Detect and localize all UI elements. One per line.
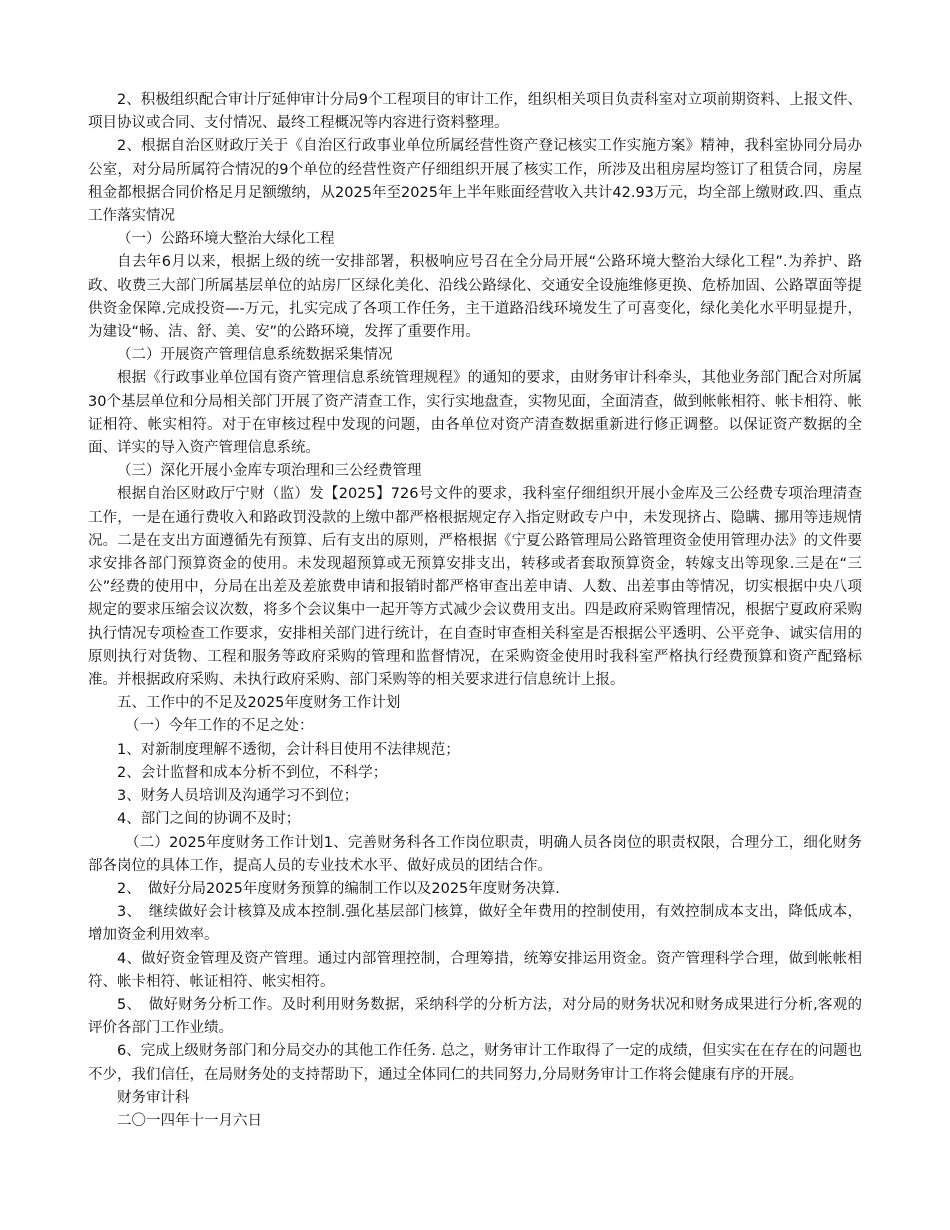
paragraph-audit-extension: 2、积极组织配合审计厅延伸审计分局9个工程项目的审计工作，组织相关项目负责科室对立项前期资料、上报文件、项目协议或合同、支付情况、最终工程概况等内容进行资料整理。 [88, 92, 862, 132]
paragraph-plan-6-summary: 6、完成上级财务部门和分局交办的其他工作任务. 总之，财务审计工作取得了一定的成绩，但实实在在存在的问题也不少，我们信任，在局财务处的支持帮助下，通过全体同仁的共同努力,分局财务审计工作将会健康有序的开展。 [88, 1043, 862, 1083]
list-item-shortcoming-3: 3、财务人员培训及沟通学习不到位； [117, 788, 359, 805]
heading-asset-system: （二）开展资产管理信息系统数据采集情况 [117, 347, 393, 364]
signature-date: 二〇一四年十一月六日 [117, 1112, 262, 1129]
paragraph-small-treasury: 根据自治区财政厅宁财（监）发【2025】726号文件的要求，我科室仔细组织开展小金库及三公经费专项治理清查工作，一是在通行费收入和路政罚没款的上缴中都严格根据规定存入指定财政专户中，未发现挤占、隐瞒、挪用等违规情况。二是在支出方面遵循先有预算、后有支出的原则，严格根据《宁夏公路管理局公路管理资金使用管理办法》的文件要求安排各部门预算资金的使用。未发现超预算或无预算安排支出，转移或者套取预算资金，转嫁支出等现象.三是在“三公”经费的使用中，分局在出差及差旅费申请和报销时都严格审查出差申请、人数、出差事由等情况，切实根据中央八项规定的要求压缩会议次数，将多个会议集中一起开等方式减少会议费用支出。四是政府采购管理情况，根据宁夏政府采购执行情况专项检查工作要求，安排相关部门进行统计，在自查时审查相关科室是否根据公平透明、公平竞争、诚实信用的原则执行对货物、工程和服务等政府采购的管理和监督情况，在采购资金使用时我科室严格执行经费预算和资产配臵标准。并根据政府采购、未执行政府采购、部门采购等的相关要求进行信息统计上报。 [88, 486, 862, 689]
heading-shortcomings-plan: 五、工作中的不足及2025年度财务工作计划 [117, 695, 401, 712]
paragraph-plan-3: 3、 继续做好会计核算及成本控制.强化基层部门核算，做好全年费用的控制使用，有效控制成本支出，降低成本，增加资金利用效率。 [88, 904, 862, 944]
list-item-shortcoming-2: 2、会计监督和成本分析不到位，不科学； [117, 764, 388, 781]
heading-road-environment: （一）公路环境大整治大绿化工程 [117, 231, 335, 248]
paragraph-asset-verification: 2、根据自治区财政厅关于《自治区行政事业单位所属经营性资产登记核实工作实施方案》精神，我科室协同分局办公室，对分局所属符合情况的9个单位的经营性资产仔细组织开展了核实工作，所涉及出租房屋均签订了租赁合同，房屋租金都根据合同价格足月足额缴纳，从2025年至2025年上半年账面经营收入共计42.93万元，均全部上缴财政.四、重点工作落实情况 [88, 138, 862, 225]
signature-department: 财务审计科 [117, 1089, 190, 1106]
paragraph-plan-1: （二）2025年度财务工作计划1、完善财务科各工作岗位职责，明确人员各岗位的职责权限，合理分工，细化财务部各岗位的具体工作，提高人员的专业技术水平、做好成员的团结合作。 [88, 834, 862, 874]
paragraph-plan-5: 5、 做好财务分析工作。及时利用财务数据，采纳科学的分析方法，对分局的财务状况和财务成果进行分析,客观的评价各部门工作业绩。 [88, 996, 862, 1037]
document-body [88, 89, 862, 1133]
list-item-shortcoming-4: 4、部门之间的协调不及时； [117, 811, 301, 828]
heading-small-treasury: （三）深化开展小金库专项治理和三公经费管理 [117, 463, 422, 480]
paragraph-road-environment: 自去年6月以来，根据上级的统一安排部署，积极响应号召在全分局开展“公路环境大整治大绿化工程”.为养护、路政、收费三大部门所属基层单位的站房厂区绿化美化、沿线公路绿化、交通安全设施维修更换、危桥加固、公路罩面等提供资金保障.完成投资—-万元，扎实完成了各项工作任务，主干道路沿线环境发生了可喜变化，绿化美化水平明显提升，为建设“畅、洁、舒、美、安”的公路环境，发挥了重要作用。 [88, 254, 862, 341]
paragraph-plan-4: 4、做好资金管理及资产管理。通过内部管理控制，合理筹措，统筹安排运用资金。资产管理科学合理，做到帐帐相符、帐卡相符、帐证相符、帐实相符。 [88, 950, 862, 990]
heading-shortcomings: （一）今年工作的不足之处： [125, 718, 314, 735]
paragraph-asset-system: 根据《行政事业单位国有资产管理信息系统管理规程》的通知的要求，由财务审计科牵头，其他业务部门配合对所属30个基层单位和分局相关部门开展了资产清查工作，实行实地盘查，实物见面，全面清查，做到帐帐相符、帐卡相符、帐证相符、帐实相符。对于在审核过程中发现的问题，由各单位对资产清查数据重新进行修正调整。以保证资产数据的全面、详实的导入资产管理信息系统。 [88, 370, 862, 457]
list-item-shortcoming-1: 1、对新制度理解不透彻，会计科目使用不法律规范； [117, 741, 460, 758]
paragraph-plan-2: 2、 做好分局2025年度财务预算的编制工作以及2025年度财务决算. [117, 880, 560, 897]
